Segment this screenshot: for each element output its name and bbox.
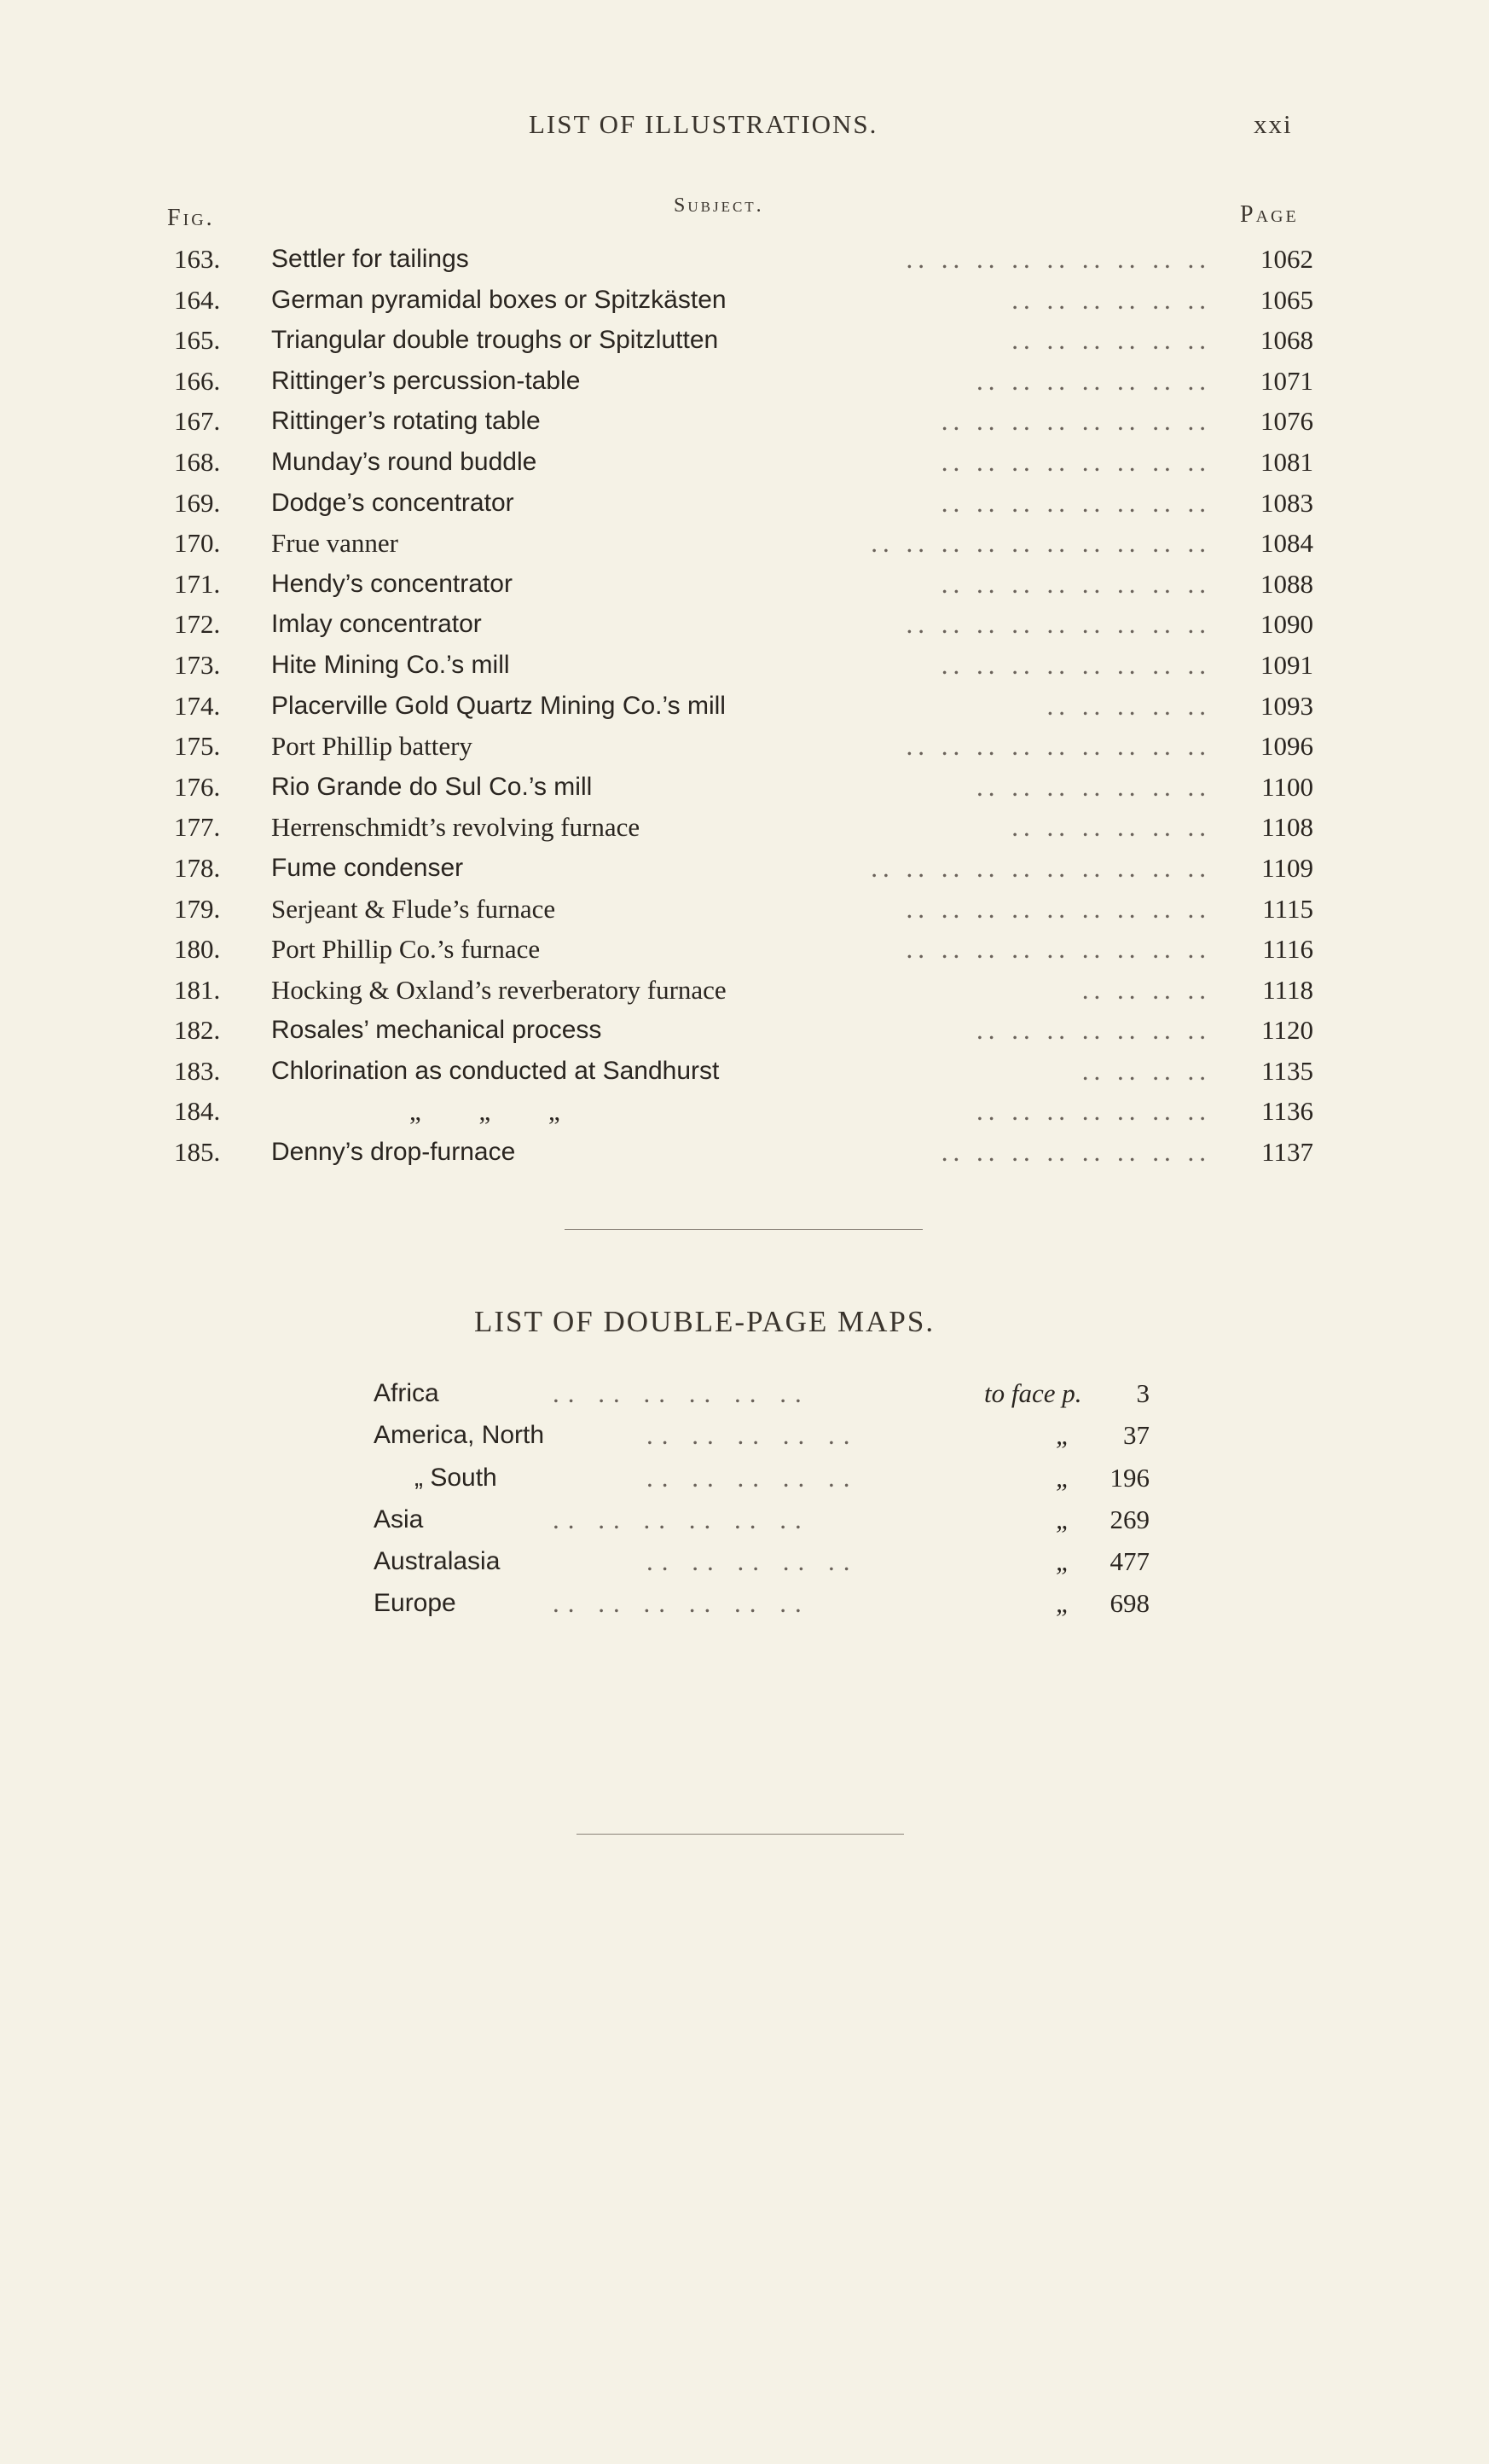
list-item [162, 686, 1313, 727]
map-ditto: „ [1056, 1504, 1071, 1534]
dot-leader: .. .. .. .. .. .. [553, 1504, 810, 1534]
page-folio: xxi [1254, 109, 1293, 139]
dot-leader: .. .. .. .. .. .. .. .. .. .. [871, 852, 1211, 883]
map-page: 698 [1110, 1588, 1150, 1619]
fig-number: 170. [174, 528, 221, 559]
fig-number: 173. [174, 649, 221, 680]
fig-subject: Serjeant & Flude’s furnace [271, 893, 556, 924]
fig-page: 1109 [1261, 852, 1313, 883]
fig-number: 172. [174, 609, 221, 640]
fig-page: 1108 [1261, 812, 1313, 843]
column-header-page: Page [1240, 201, 1299, 228]
dot-leader: .. .. .. .. [1081, 1055, 1211, 1086]
illustration-list [162, 239, 1313, 1173]
dot-leader: .. .. .. .. .. .. .. .. [941, 568, 1211, 599]
list-item [374, 1457, 1150, 1499]
fig-number: 177. [174, 812, 221, 843]
dot-leader: .. .. .. .. .. [646, 1546, 859, 1577]
fig-number: 176. [174, 771, 221, 802]
dot-leader: .. .. .. .. .. .. .. .. [941, 446, 1211, 477]
dot-leader: .. .. .. .. .. .. .. .. [941, 487, 1211, 518]
dot-leader: .. .. .. .. .. .. .. .. .. [906, 609, 1211, 640]
dot-leader: .. .. .. .. .. .. [553, 1378, 810, 1408]
list-item [162, 239, 1313, 280]
map-region: „ South [414, 1463, 497, 1492]
fig-number: 166. [174, 365, 221, 396]
list-item [162, 523, 1313, 564]
fig-page: 1093 [1260, 690, 1313, 721]
fig-page: 1100 [1261, 771, 1313, 802]
column-header-fig: Fig. [167, 205, 215, 231]
fig-page: 1115 [1262, 893, 1313, 924]
list-item [162, 645, 1313, 686]
fig-subject: Denny’s drop-furnace [271, 1138, 516, 1167]
fig-page: 1120 [1261, 1015, 1313, 1046]
dot-leader: .. .. .. .. .. .. .. .. .. [906, 934, 1211, 965]
fig-subject: Rio Grande do Sul Co.’s mill [271, 772, 593, 801]
fig-page: 1116 [1262, 934, 1313, 965]
list-item [162, 564, 1313, 605]
dot-leader: .. .. .. .. .. .. [1011, 325, 1211, 356]
dot-leader: .. .. .. .. .. .. .. [976, 1015, 1211, 1046]
dot-leader: .. .. .. .. .. .. .. [976, 1096, 1211, 1127]
fig-subject: Chlorination as conducted at Sandhurst [271, 1056, 720, 1085]
fig-subject: Imlay concentrator [271, 610, 482, 639]
running-title: LIST OF ILLUSTRATIONS. [529, 109, 878, 139]
map-region: Africa [374, 1379, 439, 1407]
fig-number: 175. [174, 731, 221, 762]
fig-number: 174. [174, 690, 221, 721]
fig-number: 179. [174, 893, 221, 924]
list-item [162, 483, 1313, 524]
list-item [162, 848, 1313, 889]
fig-number: 184. [174, 1096, 221, 1127]
fig-subject: Rittinger’s percussion-table [271, 366, 581, 395]
fig-page: 1090 [1260, 609, 1313, 640]
list-item [162, 1051, 1313, 1092]
maps-section-title: LIST OF DOUBLE-PAGE MAPS. [474, 1305, 936, 1338]
fig-subject: Munday’s round buddle [271, 447, 537, 476]
list-item [374, 1499, 1150, 1540]
list-item [162, 1010, 1313, 1051]
dot-leader: .. .. .. .. .. [646, 1420, 859, 1451]
dot-leader: .. .. .. .. .. .. .. .. .. .. [871, 528, 1211, 559]
fig-subject: Placerville Gold Quartz Mining Co.’s mill [271, 691, 726, 720]
fig-number: 183. [174, 1055, 221, 1086]
fig-page: 1088 [1260, 568, 1313, 599]
dot-leader: .. .. .. .. .. .. .. [976, 771, 1211, 802]
fig-subject: Rosales’ mechanical process [271, 1016, 602, 1045]
list-item [374, 1540, 1150, 1582]
map-page: 37 [1123, 1420, 1150, 1451]
list-item [162, 1091, 1313, 1132]
dot-leader: .. .. .. .. .. .. .. .. .. [906, 731, 1211, 762]
column-header-subject: Subject. [674, 194, 764, 217]
list-item [162, 807, 1313, 848]
fig-page: 1135 [1261, 1055, 1313, 1086]
dot-leader: .. .. .. .. .. .. .. .. .. [906, 244, 1211, 274]
list-item [162, 604, 1313, 645]
fig-subject: Frue vanner [271, 528, 398, 559]
dot-leader: .. .. .. .. .. [1046, 690, 1211, 721]
fig-page: 1096 [1260, 731, 1313, 762]
fig-subject: Dodge’s concentrator [271, 488, 514, 517]
dot-leader: .. .. .. .. .. .. [553, 1588, 810, 1619]
list-item [162, 320, 1313, 361]
fig-page: 1062 [1260, 244, 1313, 274]
map-ditto: „ [1056, 1588, 1071, 1619]
list-item [374, 1582, 1150, 1624]
dot-leader: .. .. .. .. .. .. .. .. [941, 1137, 1211, 1168]
list-item [374, 1372, 1150, 1414]
map-page: 196 [1110, 1462, 1150, 1493]
dot-leader: .. .. .. .. .. .. .. .. [941, 649, 1211, 680]
list-item [162, 726, 1313, 767]
fig-page: 1083 [1260, 487, 1313, 518]
fig-subject: Fume condenser [271, 853, 464, 882]
fig-subject: Settler for tailings [271, 245, 469, 273]
fig-subject: Hite Mining Co.’s mill [271, 650, 510, 679]
map-ditto: „ [1056, 1462, 1071, 1493]
dot-leader: .. .. .. .. [1081, 974, 1211, 1005]
fig-page: 1065 [1260, 284, 1313, 315]
fig-number: 180. [174, 934, 221, 965]
map-region: Europe [374, 1589, 456, 1618]
fig-number: 182. [174, 1015, 221, 1046]
dot-leader: .. .. .. .. .. .. .. [976, 365, 1211, 396]
fig-number: 171. [174, 568, 221, 599]
fig-page: 1076 [1260, 406, 1313, 437]
fig-number: 167. [174, 406, 221, 437]
map-region: Australasia [374, 1547, 501, 1576]
list-item [162, 929, 1313, 970]
fig-subject: Rittinger’s rotating table [271, 407, 541, 436]
fig-page: 1091 [1260, 649, 1313, 680]
dot-leader: .. .. .. .. .. [646, 1462, 859, 1493]
fig-page: 1084 [1260, 528, 1313, 559]
list-item [162, 767, 1313, 808]
fig-number: 169. [174, 487, 221, 518]
fig-subject: Herrenschmidt’s revolving furnace [271, 812, 640, 843]
fig-subject: Hocking & Oxland’s reverberatory furnace [271, 974, 727, 1005]
section-divider [565, 1229, 923, 1230]
fig-page: 1137 [1261, 1137, 1313, 1168]
map-region: Asia [374, 1504, 424, 1533]
map-ditto: „ [1056, 1420, 1071, 1451]
list-item [162, 361, 1313, 402]
fig-page: 1081 [1260, 446, 1313, 477]
list-item [162, 442, 1313, 483]
list-item [162, 889, 1313, 930]
list-item [374, 1414, 1150, 1456]
map-page: 477 [1110, 1546, 1150, 1577]
closing-rule [576, 1834, 904, 1835]
fig-number: 185. [174, 1137, 221, 1168]
fig-subject: Port Phillip battery [271, 731, 472, 762]
fig-page: 1118 [1262, 974, 1313, 1005]
fig-number: 178. [174, 852, 221, 883]
map-page: 3 [1136, 1378, 1150, 1408]
fig-number: 163. [174, 244, 221, 274]
dot-leader: .. .. .. .. .. .. .. .. [941, 406, 1211, 437]
map-face-note: to face p. [984, 1378, 1082, 1408]
fig-subject: Hendy’s concentrator [271, 569, 513, 598]
map-page: 269 [1110, 1504, 1150, 1534]
list-item [162, 401, 1313, 442]
list-item [162, 280, 1313, 321]
maps-list [374, 1372, 1150, 1625]
fig-page: 1068 [1260, 325, 1313, 356]
dot-leader: .. .. .. .. .. .. .. .. .. [906, 893, 1211, 924]
fig-subject: German pyramidal boxes or Spitzkästen [271, 285, 727, 314]
map-ditto: „ [1056, 1546, 1071, 1577]
fig-page: 1071 [1260, 365, 1313, 396]
fig-number: 164. [174, 284, 221, 315]
dot-leader: .. .. .. .. .. .. [1011, 284, 1211, 315]
fig-subject: Port Phillip Co.’s furnace [271, 934, 541, 965]
fig-number: 181. [174, 974, 221, 1005]
fig-subject-ditto: „ „ „ [409, 1096, 560, 1127]
fig-number: 165. [174, 325, 221, 356]
fig-number: 168. [174, 446, 221, 477]
dot-leader: .. .. .. .. .. .. [1011, 812, 1211, 843]
fig-subject: Triangular double troughs or Spitzlutten [271, 326, 719, 355]
list-item [162, 970, 1313, 1011]
fig-page: 1136 [1261, 1096, 1313, 1127]
map-region: America, North [374, 1421, 545, 1450]
list-item [162, 1132, 1313, 1173]
